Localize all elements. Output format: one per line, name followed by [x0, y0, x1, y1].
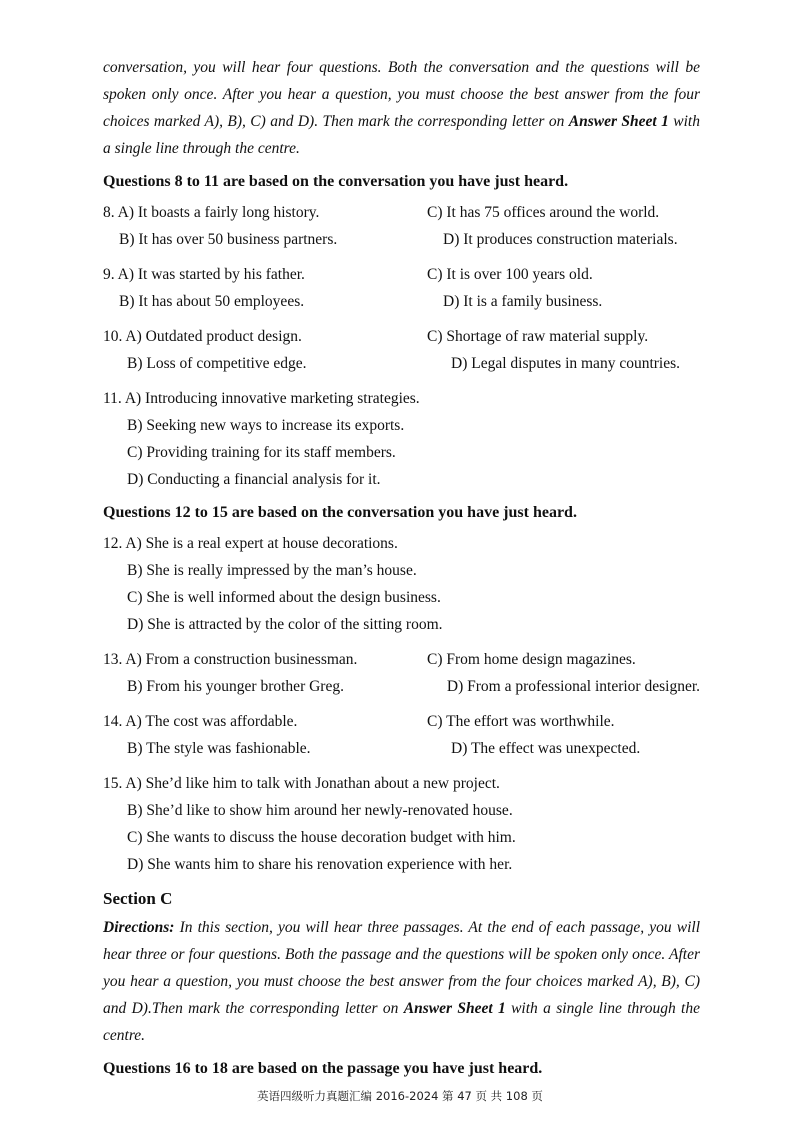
option-d[interactable]: D) Legal disputes in many countries.: [451, 355, 681, 372]
option-c[interactable]: C) It is over 100 years old.: [427, 266, 593, 283]
option-b[interactable]: B) She is really impressed by the man’s house.: [127, 562, 417, 579]
option-a[interactable]: 12. A) She is a real expert at house decorations.: [103, 535, 398, 552]
section-c-title: Section C: [103, 889, 173, 908]
option-a[interactable]: 8. A) It boasts a fairly long history.: [103, 204, 320, 221]
option-b[interactable]: B) It has about 50 employees.: [119, 293, 305, 310]
option-a[interactable]: 11. A) Introducing innovative marketing strategies.: [103, 390, 420, 407]
group-heading-12-15: Questions 12 to 15 are based on the conversation you have just heard.: [103, 504, 577, 521]
section-c-directions: [103, 914, 700, 1049]
page-footer: 英语四级听力真题汇编 2016-2024 第 47 页 共 108 页: [257, 1089, 543, 1103]
option-d[interactable]: D) It is a family business.: [443, 293, 603, 310]
question-11: [103, 385, 700, 493]
option-c[interactable]: C) From home design magazines.: [427, 651, 636, 668]
option-c[interactable]: C) Shortage of raw material supply.: [427, 328, 649, 345]
group-heading-8-11: Questions 8 to 11 are based on the conversation you have just heard.: [103, 173, 569, 190]
group-heading-16-18: Questions 16 to 18 are based on the passage you have just heard.: [103, 1060, 543, 1077]
page-content: [103, 54, 700, 1086]
option-d[interactable]: D) She is attracted by the color of the sitting room.: [127, 616, 443, 633]
option-b[interactable]: B) The style was fashionable.: [127, 740, 311, 757]
question-9: [103, 261, 700, 315]
option-d[interactable]: D) It produces construction materials.: [443, 231, 678, 248]
option-d[interactable]: D) The effect was unexpected.: [451, 740, 641, 757]
question-13: [103, 646, 700, 700]
section-c-text-end: with a single line through the centre.: [103, 1000, 700, 1044]
option-c[interactable]: C) Providing training for its staff members.: [127, 444, 396, 461]
question-8: [103, 199, 700, 253]
option-b[interactable]: B) Loss of competitive edge.: [127, 355, 307, 372]
option-a[interactable]: 9. A) It was started by his father.: [103, 266, 305, 283]
option-b[interactable]: B) From his younger brother Greg.: [127, 678, 344, 695]
question-10: [103, 323, 700, 377]
intro-text-end: with a single line through the centre.: [103, 113, 700, 157]
option-b[interactable]: B) It has over 50 business partners.: [119, 231, 338, 248]
question-14: [103, 708, 700, 762]
option-d[interactable]: D) She wants him to share his renovation experience with her.: [127, 856, 513, 873]
option-a[interactable]: 15. A) She’d like him to talk with Jonathan about a new project.: [103, 775, 500, 792]
option-d[interactable]: D) Conducting a financial analysis for it.: [127, 471, 381, 488]
option-c[interactable]: C) She wants to discuss the house decoration budget with him.: [127, 829, 516, 846]
option-a[interactable]: 14. A) The cost was affordable.: [103, 713, 298, 730]
intro-directions: [103, 54, 700, 162]
answer-sheet-emphasis: Answer Sheet 1: [403, 1000, 506, 1017]
option-c[interactable]: C) The effort was worthwhile.: [427, 713, 615, 730]
answer-sheet-emphasis: Answer Sheet 1: [568, 113, 669, 130]
question-15: [103, 770, 700, 878]
directions-label: Directions:: [103, 919, 175, 936]
option-a[interactable]: 13. A) From a construction businessman.: [103, 651, 358, 668]
option-c[interactable]: C) She is well informed about the design business.: [127, 589, 441, 606]
intro-text: conversation, you will hear four questions. Both the conversation and the questions will be spoken only once. After you hear a question, you must choose the best answer from the four choices marked A), B), C) and D). Then mark the corresponding letter on: [103, 59, 700, 130]
section-c-text: In this section, you will hear three passages. At the end of each passage, you will hear three or four questions. Both the passage and the questions will be spoken only once. After you hear a question, you must choose the best answer from the four choices marked A), B), C) and D).Then mark the corresponding letter on: [103, 919, 700, 1017]
option-c[interactable]: C) It has 75 offices around the world.: [427, 204, 660, 221]
question-12: [103, 530, 700, 638]
option-b[interactable]: B) Seeking new ways to increase its exports.: [127, 417, 405, 434]
option-d[interactable]: D) From a professional interior designer.: [446, 678, 700, 695]
option-a[interactable]: 10. A) Outdated product design.: [103, 328, 302, 345]
option-b[interactable]: B) She’d like to show him around her newly-renovated house.: [127, 802, 513, 819]
